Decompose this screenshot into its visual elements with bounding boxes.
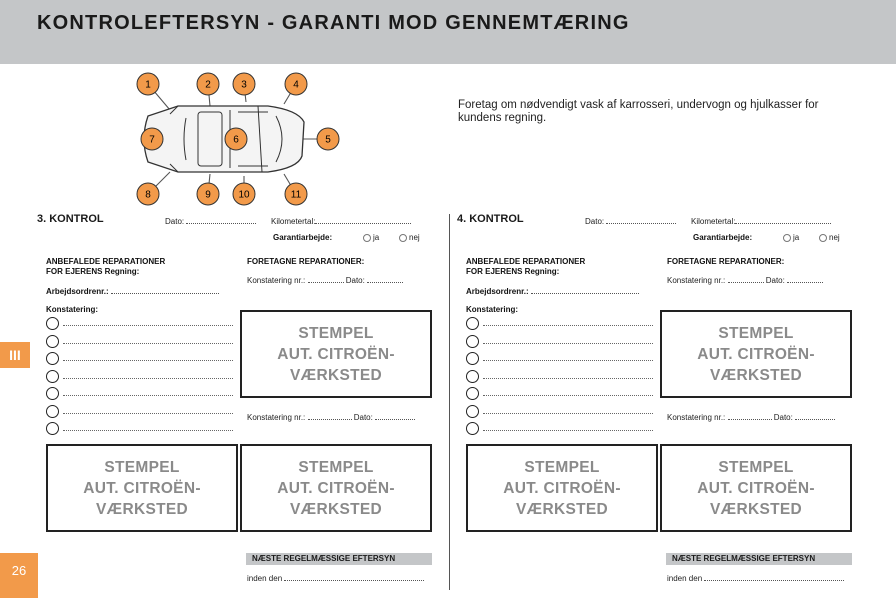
- intro-text: Foretag om nødvendigt vask af karrosseri, undervogn og hjulkasser for kundens regning.: [458, 99, 819, 124]
- arbejdsordrenr-label: Arbejdsordrenr.:: [46, 287, 109, 296]
- anbefalede-subheading: FOR EJERENS Regning:: [46, 267, 140, 276]
- stamp-line-1: STEMPEL: [524, 458, 600, 476]
- svg-text:5: 5: [325, 134, 331, 146]
- garanti-label: Garantiarbejde:: [693, 233, 753, 242]
- stamp-line-3: VÆRKSTED: [290, 366, 382, 384]
- stamp-line-1: STEMPEL: [298, 458, 374, 476]
- page-title: KONTROLEFTERSYN - GARANTI MOD GENNEMTÆRING: [37, 12, 630, 34]
- svg-text:10: 10: [238, 189, 250, 201]
- konstatering-nr2-field[interactable]: [247, 412, 415, 422]
- konstatering-nr-label: Konstatering nr.:: [667, 276, 726, 285]
- foretagne-heading: FORETAGNE REPARATIONER:: [247, 257, 365, 266]
- anbefalede-subheading: FOR EJERENS Regning:: [466, 267, 560, 276]
- konstatering-nr-field[interactable]: [247, 275, 403, 285]
- konstatering-row[interactable]: [466, 317, 652, 331]
- stamp-box: [466, 444, 658, 532]
- section-title: 3. KONTROL: [37, 213, 104, 225]
- section-4-kontrol: [457, 0, 857, 598]
- stamp-line-3: VÆRKSTED: [96, 500, 188, 518]
- svg-text:8: 8: [145, 189, 151, 201]
- stamp-line-3: VÆRKSTED: [710, 500, 802, 518]
- svg-text:3: 3: [241, 79, 247, 91]
- dato3-label: Dato:: [353, 413, 373, 422]
- stamp-line-2: AUT. CITROËN-: [277, 345, 395, 363]
- konstatering-row[interactable]: [46, 335, 232, 349]
- konstatering-row[interactable]: [46, 387, 232, 401]
- konstatering-nr2-label: Konstatering nr.:: [667, 413, 726, 422]
- dato-label: Dato:: [165, 217, 185, 226]
- konstatering-row[interactable]: [466, 387, 652, 401]
- konstatering-row[interactable]: [466, 352, 652, 366]
- garanti-ja-radio[interactable]: [363, 233, 379, 242]
- svg-text:1: 1: [145, 79, 151, 91]
- svg-text:6: 6: [233, 134, 239, 146]
- km-label: Kilometertal:: [691, 217, 736, 226]
- svg-text:2: 2: [205, 79, 211, 91]
- dato-field[interactable]: [585, 216, 676, 226]
- stamp-line-1: STEMPEL: [298, 324, 374, 342]
- chapter-tab: III: [0, 342, 30, 368]
- section-title: 4. KONTROL: [457, 213, 524, 225]
- konstatering-row[interactable]: [466, 370, 652, 384]
- stamp-box: [660, 444, 852, 532]
- konstatering-nr2-label: Konstatering nr.:: [247, 413, 306, 422]
- km-label: Kilometertal:: [271, 217, 316, 226]
- arbejdsordrenr-field[interactable]: [466, 286, 639, 297]
- stamp-line-1: STEMPEL: [718, 458, 794, 476]
- dato3-label: Dato:: [773, 413, 793, 422]
- page-number: 26: [0, 553, 38, 598]
- section-3-kontrol: [37, 0, 437, 598]
- inden-den-label: inden den: [247, 574, 283, 583]
- stamp-line-3: VÆRKSTED: [516, 500, 608, 518]
- stamp-box: [46, 444, 238, 532]
- stamp-line-1: STEMPEL: [718, 324, 794, 342]
- stamp-line-2: AUT. CITROËN-: [277, 479, 395, 497]
- konstatering-nr-label: Konstatering nr.:: [247, 276, 306, 285]
- dato2-label: Dato:: [765, 276, 785, 285]
- garanti-nej-radio[interactable]: [399, 233, 420, 242]
- km-field[interactable]: [271, 216, 411, 226]
- stamp-line-2: AUT. CITROËN-: [83, 479, 201, 497]
- arbejdsordrenr-label: Arbejdsordrenr.:: [466, 287, 529, 296]
- inden-den-label: inden den: [667, 574, 703, 583]
- konstatering-row[interactable]: [466, 422, 652, 436]
- stamp-line-1: STEMPEL: [104, 458, 180, 476]
- inden-den-field[interactable]: [247, 573, 424, 583]
- svg-text:7: 7: [149, 134, 155, 146]
- stamp-line-3: VÆRKSTED: [290, 500, 382, 518]
- konstatering-row[interactable]: [46, 422, 232, 436]
- dato2-label: Dato:: [345, 276, 365, 285]
- stamp-box: [240, 444, 432, 532]
- column-divider: [449, 214, 450, 590]
- stamp-line-3: VÆRKSTED: [710, 366, 802, 384]
- next-service-bar: NÆSTE REGELMÆSSIGE EFTERSYN: [666, 553, 852, 565]
- stamp-line-2: AUT. CITROËN-: [697, 479, 815, 497]
- stamp-line-2: AUT. CITROËN-: [697, 345, 815, 363]
- konstatering-row[interactable]: [466, 335, 652, 349]
- ja-label: ja: [373, 233, 380, 242]
- dato-field[interactable]: [165, 216, 256, 226]
- konstatering-label: Konstatering:: [466, 305, 518, 314]
- svg-text:4: 4: [293, 79, 299, 91]
- konstatering-row[interactable]: [46, 317, 232, 331]
- konstatering-row[interactable]: [46, 370, 232, 384]
- anbefalede-heading: ANBEFALEDE REPARATIONER: [46, 257, 166, 266]
- nej-label: nej: [409, 233, 420, 242]
- ja-label: ja: [793, 233, 800, 242]
- dato-label: Dato:: [585, 217, 605, 226]
- konstatering-nr-field[interactable]: [667, 275, 823, 285]
- next-service-bar: NÆSTE REGELMÆSSIGE EFTERSYN: [246, 553, 432, 565]
- svg-text:9: 9: [205, 189, 211, 201]
- konstatering-row[interactable]: [46, 352, 232, 366]
- konstatering-row[interactable]: [466, 405, 652, 419]
- stamp-box: [240, 310, 432, 398]
- stamp-box: [660, 310, 852, 398]
- km-field[interactable]: [691, 216, 831, 226]
- garanti-nej-radio[interactable]: [819, 233, 840, 242]
- inden-den-field[interactable]: [667, 573, 844, 583]
- konstatering-nr2-field[interactable]: [667, 412, 835, 422]
- konstatering-row[interactable]: [46, 405, 232, 419]
- anbefalede-heading: ANBEFALEDE REPARATIONER: [466, 257, 586, 266]
- konstatering-label: Konstatering:: [46, 305, 98, 314]
- arbejdsordrenr-field[interactable]: [46, 286, 219, 297]
- svg-text:11: 11: [290, 189, 302, 201]
- foretagne-heading: FORETAGNE REPARATIONER:: [667, 257, 785, 266]
- stamp-line-2: AUT. CITROËN-: [503, 479, 621, 497]
- nej-label: nej: [829, 233, 840, 242]
- garanti-label: Garantiarbejde:: [273, 233, 333, 242]
- garanti-ja-radio[interactable]: [783, 233, 799, 242]
